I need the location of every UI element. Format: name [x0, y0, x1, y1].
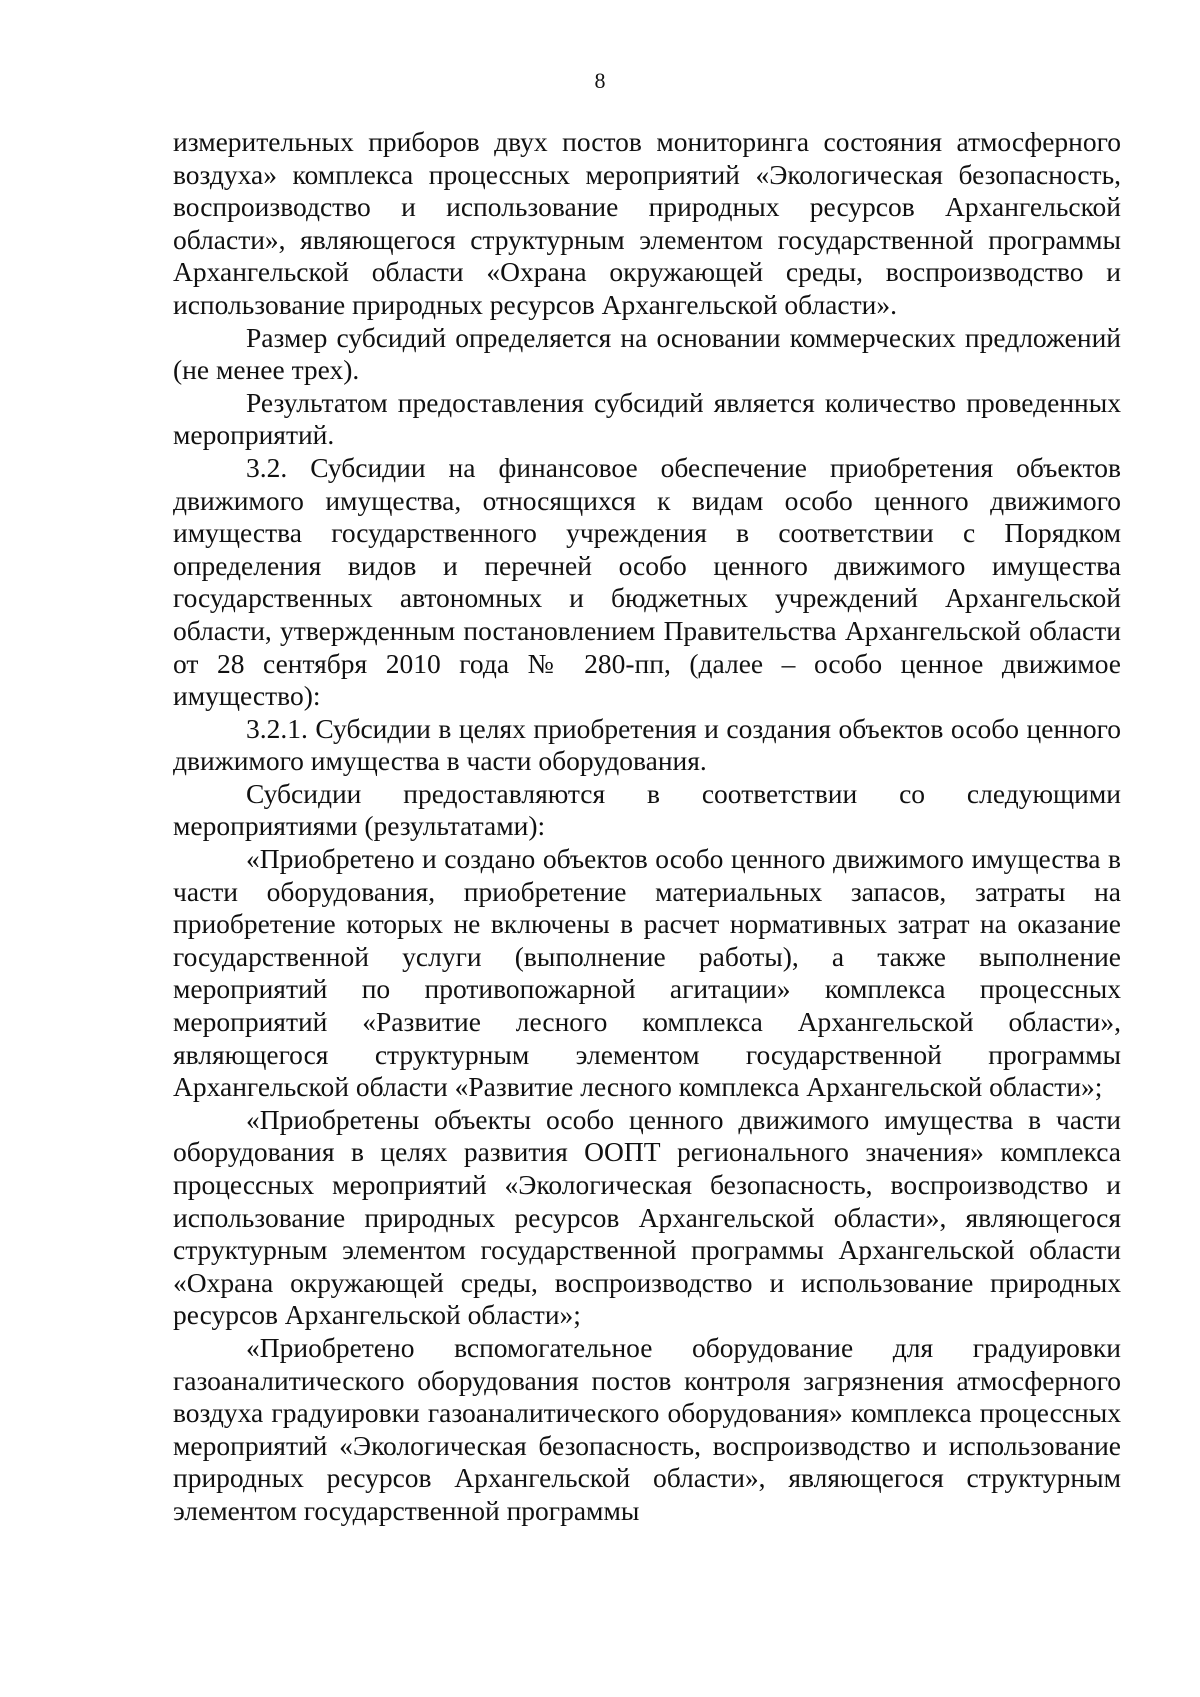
- paragraph-5: 3.2.1. Субсидии в целях приобретения и создания объектов особо ценного движимого имущества в части оборудования.: [173, 712, 1121, 777]
- paragraph-1: измерительных приборов двух постов мониторинга состояния атмосферного воздуха» комплекса процессных мероприятий «Экологическая безопасность, воспроизводство и использование природных ресурсов Архангельской области», являющегося структурным элементом государственной программы Архангельской области «Охрана окружающей среды, воспроизводство и использование природных ресурсов Архангельской области».: [173, 126, 1121, 320]
- paragraph-4: 3.2. Субсидии на финансовое обеспечение приобретения объектов движимого имущества, относящихся к видам особо ценного движимого имущества государственного учреждения в соответствии с Порядком определения видов и перечней особо ценного движимого имущества государственных автономных и бюджетных учреждений Архангельской области, утвержденным постановлением Правительства Архангельской области от 28 сентября 2010 года № 280-пп, (далее – особо ценное движимое имущество):: [173, 451, 1121, 712]
- paragraph-6: Субсидии предоставляются в соответствии со следующими мероприятиями (результатами):: [173, 777, 1121, 842]
- paragraph-3: Результатом предоставления субсидий является количество проведенных мероприятий.: [173, 386, 1121, 451]
- paragraph-7: «Приобретено и создано объектов особо ценного движимого имущества в части оборудования, приобретение материальных запасов, затраты на приобретение которых не включены в расчет нормативных затрат на оказание государственной услуги (выполнение работы), а также выполнение мероприятий по противопожарной агитации» комплекса процессных мероприятий «Развитие лесного комплекса Архангельской области», являющегося структурным элементом государственной программы Архангельской области «Развитие лесного комплекса Архангельской области»;: [173, 843, 1121, 1103]
- document-body: [173, 126, 1121, 1528]
- paragraph-9: «Приобретено вспомогательное оборудование для градуировки газоаналитического оборудования постов контроля загрязнения атмосферного воздуха градуировки газоаналитического оборудования» комплекса процессных мероприятий «Экологическая безопасность, воспроизводство и использование природных ресурсов Архангельской области», являющегося структурным элементом государственной программы: [173, 1331, 1121, 1526]
- page-number: 8: [594, 68, 606, 93]
- paragraph-8: «Приобретены объекты особо ценного движимого имущества в части оборудования в целях развития ООПТ регионального значения» комплекса процессных мероприятий «Экологическая безопасность, воспроизводство и использование природных ресурсов Архангельской области», являющегося структурным элементом государственной программы Архангельской области «Охрана окружающей среды, воспроизводство и использование природных ресурсов Архангельской области»;: [173, 1103, 1121, 1331]
- paragraph-2: Размер субсидий определяется на основании коммерческих предложений (не менее трех).: [173, 321, 1121, 386]
